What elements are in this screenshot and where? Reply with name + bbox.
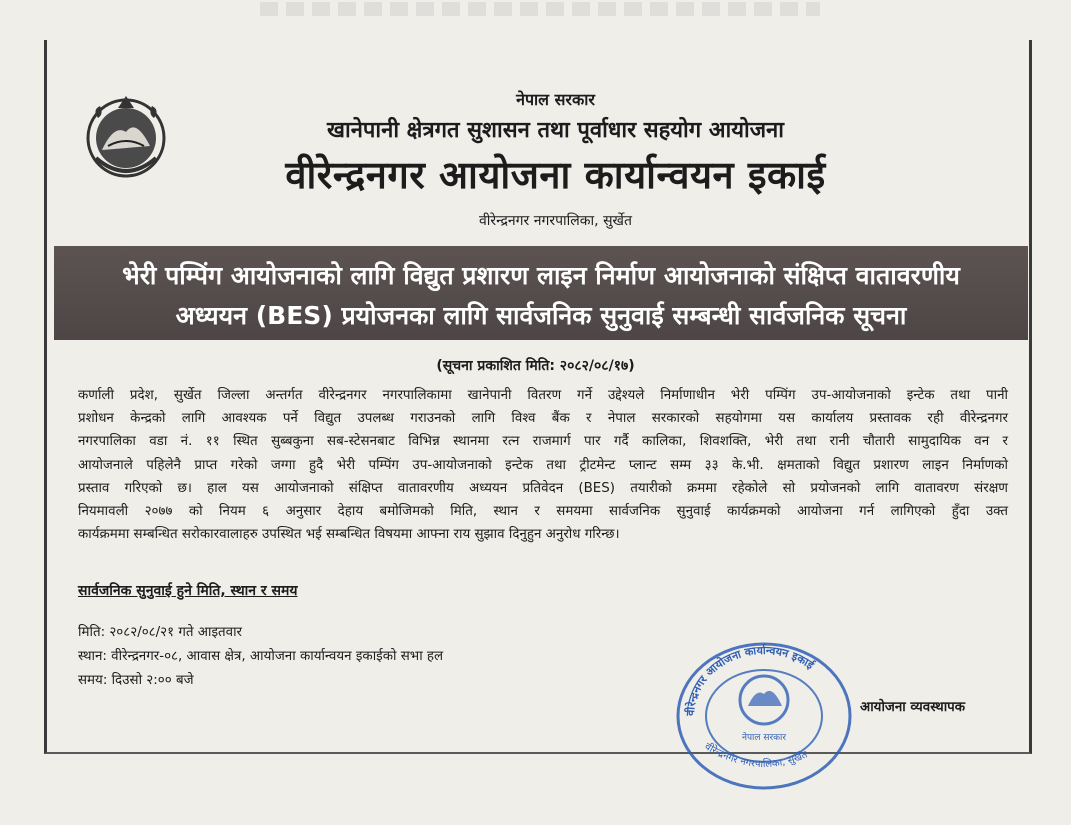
body-line: नियमावली २०७७ को नियम ६ अनुसार देहाय बमोजिमको मिति, स्थान र समयमा सार्वजनिक सुनुवाई कार्यक्रमको आयोजना गर्न लागिएको हुँदा उक्त — [78, 504, 1008, 520]
body-line: नगरपालिका वडा नं. ११ स्थित सुब्बकुना सब-स्टेसनबाट विभिन्न स्थानमा रत्न राजमार्ग पार गर्दै कालिका, शिवशक्ति, भेरी तथा रानी चौतारी सामुदायिक वन र — [78, 434, 1008, 450]
program-name: खानेपानी क्षेत्रगत सुशासन तथा पूर्वाधार सहयोग आयोजना — [327, 118, 784, 143]
municipality-address: वीरेन्द्रनगर नगरपालिका, सुर्खेत — [479, 213, 632, 229]
stamp-center-text: नेपाल सरकार — [741, 733, 787, 743]
unit-title: वीरेन्द्रनगर आयोजना कार्यान्वयन इकाई — [285, 153, 826, 197]
government-name: नेपाल सरकार — [516, 90, 595, 109]
hearing-time: समय: दिउसो २:०० बजे — [78, 673, 194, 688]
hearing-heading: सार्वजनिक सुनुवाई हुने मिति, स्थान र समय — [78, 583, 298, 599]
notice-body — [78, 384, 1008, 546]
banner-title-line-1: भेरी पम्पिंग आयोजनाको लागि विद्युत प्रशारण लाइन निर्माण आयोजनाको संक्षिप्त वातावरणीय — [122, 261, 960, 290]
body-line: प्रशोधन केन्द्रको लागि आवश्यक पर्ने विद्युत उपलब्ध गराउनको लागि विश्व बैंक र नेपाल सरकारको सहयोगमा यस कार्यालय प्रस्तावक रही वीरेन्द्रनगर — [78, 411, 1008, 427]
body-line: प्रस्ताव गरिएको छ। हाल यस आयोजनाको संक्षिप्त वातावरणीय अध्ययन प्रतिवेदन (BES) तयारीको क्रममा रहेकोले सो प्रयोजनको लागि वातावरण संरक्षण — [78, 480, 1008, 496]
office-stamp-icon — [664, 636, 864, 796]
body-line: कर्णाली प्रदेश, सुर्खेत जिल्ला अन्तर्गत वीरेन्द्रनगर नगरपालिकामा खानेपानी वितरण गर्ने उद्देश्यले निर्माणाधीन भेरी पम्पिंग उप-आयोजनाको इन्टेक तथा पानी — [78, 388, 1008, 403]
publication-date: (सूचना प्रकाशित मिति: २०८२/०८/१७) — [436, 358, 635, 374]
notice-title-banner — [54, 246, 1028, 340]
body-line: आयोजनाले पहिलेनै प्राप्त गरेको जग्गा हुदै भेरी पम्पिंग उप-आयोजनाको इन्टेक तथा ट्रीटमेन्ट प्लान्ट सम्म ३३ के.भी. क्षमताको विद्युत प्रशारण लाइन निर्माणको — [78, 457, 1008, 473]
hearing-place: स्थान: वीरेन्द्रनगर-०८, आवास क्षेत्र, आयोजना कार्यान्वयन इकाईको सभा हल — [78, 649, 444, 664]
stamp-ring-text: वीरेन्द्रनगर आयोजना कार्यान्वयन इकाई — [683, 643, 817, 717]
stamp-bottom-text: वीरेन्द्रनगर नगरपालिका, सुर्खेत — [702, 741, 810, 771]
signature-title: आयोजना व्यवस्थापक — [860, 700, 966, 715]
body-line: कार्यक्रममा सम्बन्धित सरोकारवालाहरु उपस्थित भई सम्बन्धित विषयमा आफ्ना राय सुझाव दिनुहुन अनुरोध गरिन्छ। — [78, 527, 620, 543]
bleed-through-text — [260, 2, 820, 16]
banner-title-line-2: अध्ययन (BES) प्रयोजनका लागि सार्वजनिक सुनुवाई सम्बन्धी सार्वजनिक सूचना — [175, 301, 907, 330]
hearing-date: मिति: २०८२/०८/२१ गते आइतवार — [78, 625, 243, 640]
